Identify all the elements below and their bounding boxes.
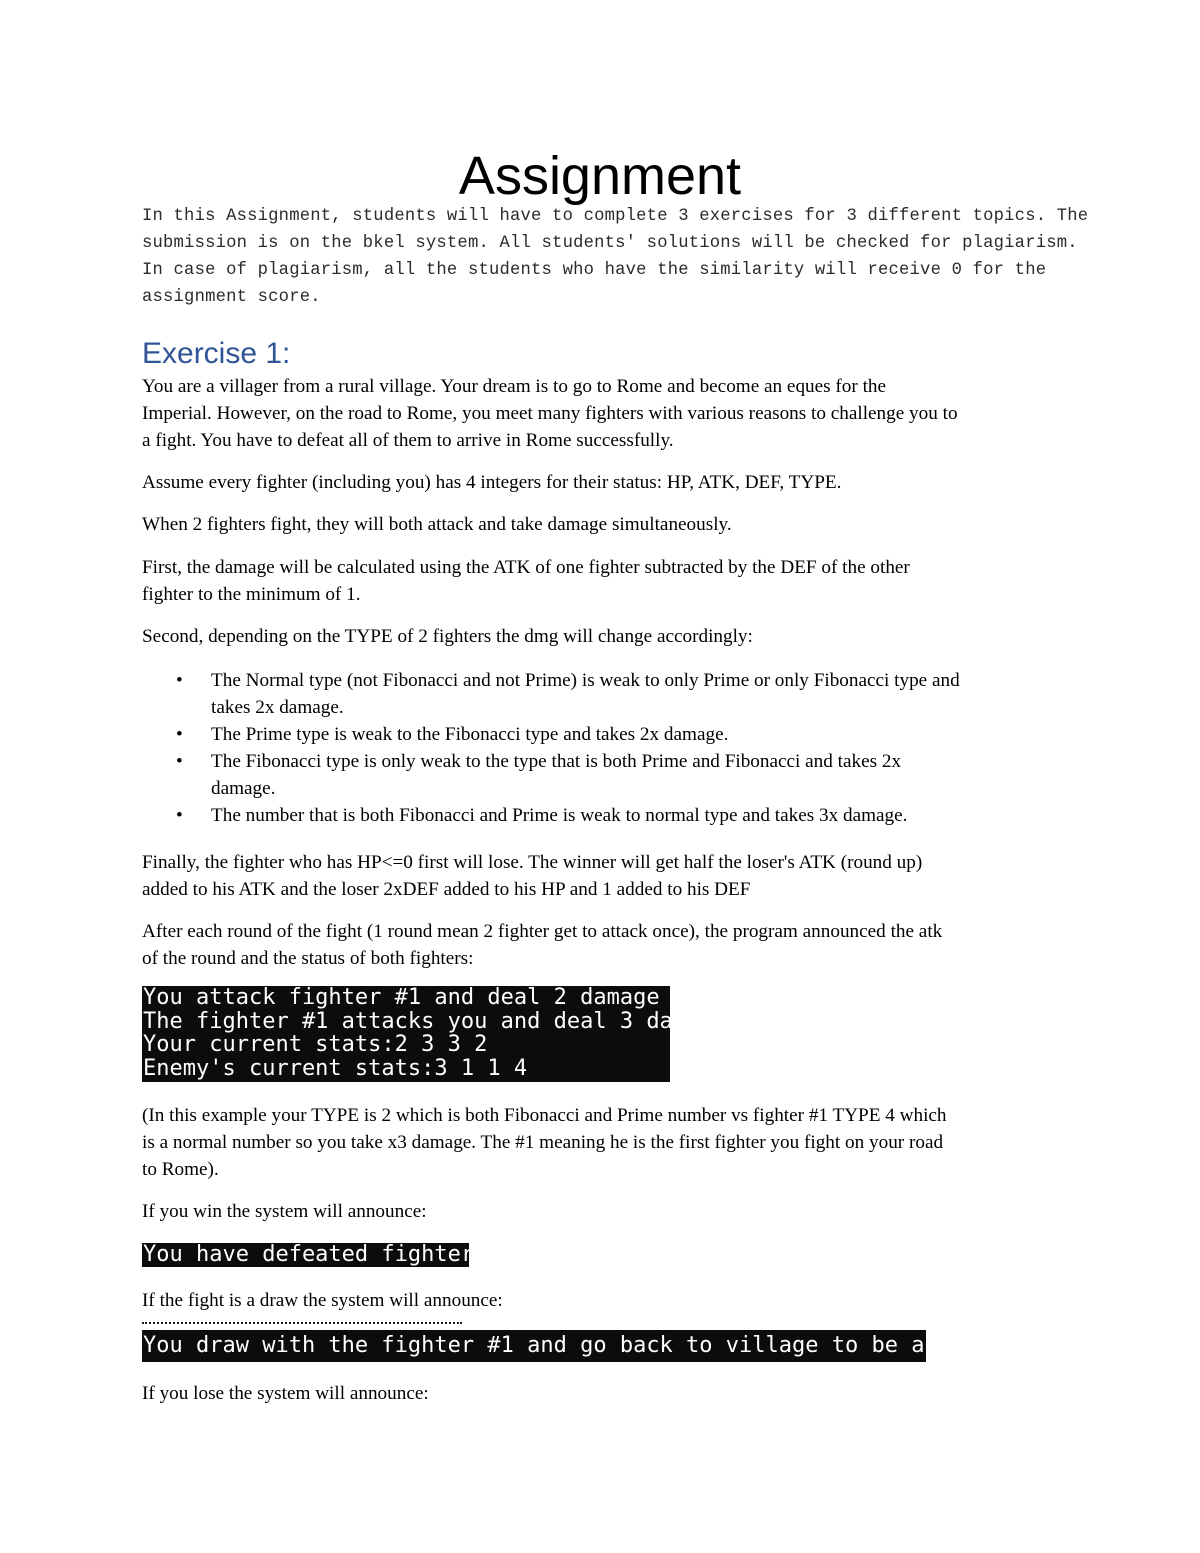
list-item <box>142 802 1072 829</box>
console-win-output <box>142 1242 514 1267</box>
intro-line: In this Assignment, students will have to complete 3 exercises for 3 different topics. The <box>142 207 1089 226</box>
first-paragraph <box>142 554 1072 608</box>
exercise-heading: Exercise 1: <box>142 337 291 370</box>
story-line: You are a villager from a rural village. Your dream is to go to Rome and become an eques for the <box>142 376 887 397</box>
second-line: Second, depending on the TYPE of 2 fighters the dmg will change accordingly: <box>142 626 753 647</box>
example-note-line: (In this example your TYPE is 2 which is both Fibonacci and Prime number vs fighter #1 TYPE 4 which <box>142 1105 947 1126</box>
console-draw-output <box>142 1330 1018 1362</box>
console-round-output <box>142 985 726 1082</box>
example-note-line: is a normal number so you take x3 damage. The #1 meaning he is the first fighter you fight on your road <box>142 1132 944 1153</box>
story-line: a fight. You have to defeat all of them to arrive in Rome successfully. <box>142 430 674 451</box>
assume-paragraph <box>142 469 1072 496</box>
intro-line: assignment score. <box>142 288 321 307</box>
draw-intro-line: If the fight is a draw the system will announce: <box>142 1290 503 1311</box>
cropped-console-remnant <box>142 1320 462 1326</box>
console-line: Enemy's current stats:3 1 1 4 <box>143 1055 528 1081</box>
story-paragraph <box>142 373 1072 454</box>
console-line: You have defeated fighter #1 <box>143 1242 514 1267</box>
list-item <box>142 721 1072 748</box>
intro-line: submission is on the bkel system. All students' solutions will be checked for plagiarism. <box>142 234 1078 253</box>
finally-line: Finally, the fighter who has HP<=0 first will lose. The winner will get half the loser's ATK (round up) <box>142 852 923 873</box>
bullet-icon: • <box>176 724 183 745</box>
after-paragraph <box>142 918 1072 972</box>
when-line: When 2 fighters fight, they will both attack and take damage simultaneously. <box>142 514 732 535</box>
list-item-line: The Fibonacci type is only weak to the type that is both Prime and Fibonacci and takes 2x <box>211 751 902 772</box>
bullet-icon: • <box>176 805 183 826</box>
console-line: You attack fighter #1 and deal 2 damage <box>143 985 660 1010</box>
finally-line: added to his ATK and the loser 2xDEF added to his HP and 1 added to his DEF <box>142 879 751 900</box>
after-line: of the round and the status of both fighters: <box>142 948 474 969</box>
console-line: Your current stats:2 3 3 2 <box>143 1032 488 1057</box>
list-item-line: The Prime type is weak to the Fibonacci type and takes 2x damage. <box>211 724 729 745</box>
bullet-icon: • <box>176 751 183 772</box>
story-line: Imperial. However, on the road to Rome, you meet many fighters with various reasons to challenge you to <box>142 403 958 424</box>
list-item-line: The number that is both Fibonacci and Prime is weak to normal type and takes 3x damage. <box>211 805 908 826</box>
page-title: Assignment <box>458 146 742 206</box>
assume-line: Assume every fighter (including you) has 4 integers for their status: HP, ATK, DEF, TYPE. <box>142 472 842 493</box>
first-line: fighter to the minimum of 1. <box>142 584 361 605</box>
intro-line: In case of plagiarism, all the students who have the similarity will receive 0 for the <box>142 261 1047 280</box>
first-line: First, the damage will be calculated using the ATK of one fighter subtracted by the DEF of the other <box>142 557 910 578</box>
list-item-line: The Normal type (not Fibonacci and not Prime) is weak to only Prime or only Fibonacci type and <box>211 670 960 691</box>
intro-paragraph <box>142 203 1089 311</box>
list-item-line: damage. <box>211 778 276 799</box>
after-line: After each round of the fight (1 round mean 2 fighter get to attack once), the program announced the atk <box>142 921 943 942</box>
list-item <box>142 748 1072 802</box>
console-line: The fighter #1 attacks you and deal 3 damage <box>143 1008 726 1034</box>
type-rules-list <box>142 667 1072 829</box>
console-line: You draw with the fighter #1 and go back to village to be a farmer <box>143 1333 1018 1358</box>
example-note-paragraph <box>142 1102 1072 1183</box>
when-paragraph <box>142 511 1072 538</box>
list-item <box>142 667 1072 721</box>
finally-paragraph <box>142 849 1072 903</box>
example-note-line: to Rome). <box>142 1159 219 1180</box>
lose-intro-line: If you lose the system will announce: <box>142 1383 429 1404</box>
list-item-line: takes 2x damage. <box>211 697 344 718</box>
bullet-icon: • <box>176 670 183 691</box>
second-paragraph <box>142 623 1072 650</box>
win-intro-line: If you win the system will announce: <box>142 1201 427 1222</box>
win-intro-paragraph <box>142 1198 1072 1225</box>
lose-intro-paragraph <box>142 1380 1072 1407</box>
draw-intro-paragraph <box>142 1287 1072 1314</box>
